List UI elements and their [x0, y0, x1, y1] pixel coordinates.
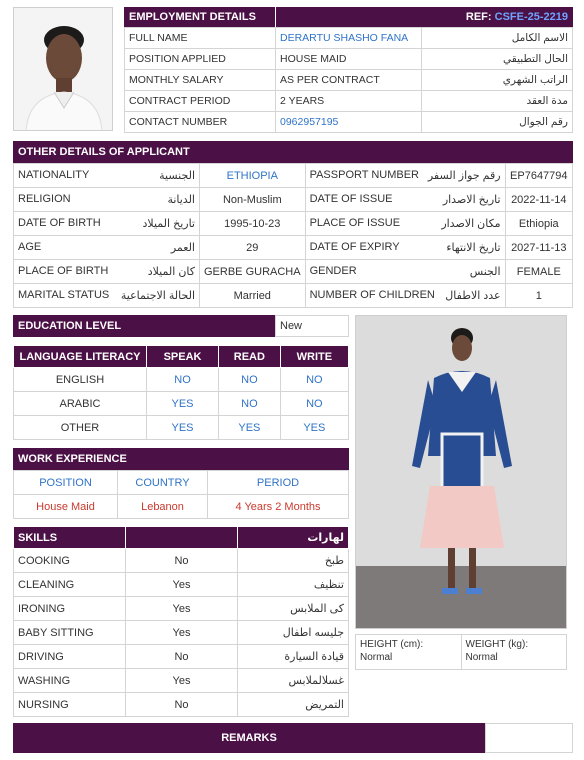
skill-row	[14, 573, 349, 597]
skill-row	[14, 621, 349, 645]
skill-value: Yes	[126, 669, 238, 693]
language-speak: NO	[147, 368, 219, 392]
field-label-ar: الراتب الشهري	[422, 70, 573, 91]
detail-value: 1	[505, 284, 572, 308]
other-details-table	[13, 163, 573, 308]
detail-label-cell	[305, 236, 505, 260]
weight-value: Normal	[465, 652, 498, 663]
detail-label: AGE	[18, 241, 42, 253]
detail-label-ar: الجنس	[469, 266, 501, 278]
detail-label: RELIGION	[18, 193, 71, 205]
detail-label: NATIONALITY	[18, 169, 90, 181]
detail-label-cell	[14, 188, 200, 212]
ref-header	[276, 7, 573, 27]
skill-value: No	[126, 549, 238, 573]
skill-value: Yes	[126, 573, 238, 597]
skill-name: DRIVING	[14, 645, 126, 669]
detail-label-cell	[305, 212, 505, 236]
ref-label: REF:	[465, 11, 492, 23]
passport-photo	[13, 7, 113, 131]
skill-name: IRONING	[14, 597, 126, 621]
ref-value: CSFE-25-2219	[494, 11, 568, 23]
language-speak: YES	[147, 416, 219, 440]
detail-row	[14, 284, 573, 308]
field-label: CONTRACT PERIOD	[125, 91, 276, 112]
field-label: FULL NAME	[125, 28, 276, 49]
employment-row	[125, 49, 573, 70]
language-name: ARABIC	[14, 392, 147, 416]
field-label-ar: رقم الجوال	[422, 112, 573, 133]
detail-label-cell	[14, 284, 200, 308]
full-body-photo	[355, 315, 567, 629]
detail-label-ar: الجنسية	[159, 170, 195, 182]
detail-label-cell	[305, 164, 505, 188]
skills-header	[14, 527, 349, 549]
detail-label: DATE OF ISSUE	[309, 193, 393, 205]
language-row	[14, 392, 349, 416]
employment-table	[124, 27, 573, 133]
detail-label-ar: الحالة الاجتماعية	[120, 290, 195, 302]
work-table	[13, 470, 349, 519]
detail-row	[14, 236, 573, 260]
weight-label: WEIGHT (kg):	[465, 639, 529, 650]
detail-label-cell	[305, 188, 505, 212]
detail-row	[14, 164, 573, 188]
detail-label: PLACE OF ISSUE	[309, 217, 401, 229]
detail-label-ar: مكان الاصدار	[441, 218, 501, 230]
detail-label: PASSPORT NUMBER	[309, 169, 419, 181]
language-write: YES	[280, 416, 348, 440]
field-label-ar: الاسم الكامل	[422, 28, 573, 49]
field-value: 0962957195	[276, 112, 422, 133]
language-read: NO	[219, 368, 281, 392]
education-row	[13, 315, 349, 337]
language-name: OTHER	[14, 416, 147, 440]
skill-row	[14, 597, 349, 621]
employment-row	[125, 112, 573, 133]
detail-value: 2022-11-14	[505, 188, 572, 212]
detail-label-ar: عدد الاطفال	[445, 290, 501, 302]
skill-name-ar: غسلالملابس	[238, 669, 349, 693]
detail-label-cell	[14, 212, 200, 236]
measurements	[355, 634, 567, 670]
skill-value: No	[126, 645, 238, 669]
skill-name-ar: تنظيف	[238, 573, 349, 597]
language-speak: YES	[147, 392, 219, 416]
detail-value: 2027-11-13	[505, 236, 572, 260]
field-value: AS PER CONTRACT	[276, 70, 422, 91]
detail-value: FEMALE	[505, 260, 572, 284]
skill-row	[14, 693, 349, 717]
field-label-ar: الحال التطبيقي	[422, 49, 573, 70]
detail-label: NUMBER OF CHILDREN	[309, 289, 435, 301]
language-row	[14, 368, 349, 392]
skill-name: COOKING	[14, 549, 126, 573]
employment-details	[124, 7, 573, 133]
language-header-cell: WRITE	[280, 346, 348, 368]
detail-label-cell	[14, 236, 200, 260]
remarks-title: REMARKS	[13, 723, 485, 753]
detail-value: 1995-10-23	[200, 212, 306, 236]
work-header-cell: POSITION	[14, 471, 118, 495]
skill-name-ar: قيادة السيارة	[238, 645, 349, 669]
detail-value: ETHIOPIA	[200, 164, 306, 188]
language-read: NO	[219, 392, 281, 416]
detail-label-ar: تاريخ الاصدار	[442, 194, 501, 206]
detail-value: 29	[200, 236, 306, 260]
employment-row	[125, 91, 573, 112]
language-header	[14, 346, 349, 368]
detail-label: DATE OF BIRTH	[18, 217, 101, 229]
language-table	[13, 345, 349, 440]
education-value: New	[275, 315, 349, 337]
employment-row	[125, 70, 573, 91]
detail-value: Ethiopia	[505, 212, 572, 236]
language-header-cell: SPEAK	[147, 346, 219, 368]
language-read: YES	[219, 416, 281, 440]
remarks-bar	[13, 723, 573, 753]
work-period: 4 Years 2 Months	[208, 495, 349, 519]
skills-title-ar: لهارات	[238, 527, 349, 549]
skill-name-ar: طبخ	[238, 549, 349, 573]
height-box	[356, 635, 462, 669]
detail-value: Non-Muslim	[200, 188, 306, 212]
language-row	[14, 416, 349, 440]
field-label-ar: مدة العقد	[422, 91, 573, 112]
skill-name-ar: جليسه اطفال	[238, 621, 349, 645]
work-header-cell: PERIOD	[208, 471, 349, 495]
language-write: NO	[280, 368, 348, 392]
skill-row	[14, 549, 349, 573]
detail-row	[14, 260, 573, 284]
language-header-cell: READ	[219, 346, 281, 368]
work-position: House Maid	[14, 495, 118, 519]
employment-row	[125, 28, 573, 49]
detail-row	[14, 188, 573, 212]
detail-value: EP7647794	[505, 164, 572, 188]
field-value: DERARTU SHASHO FANA	[276, 28, 422, 49]
weight-box	[462, 635, 567, 669]
detail-label-ar: رقم جواز السفر	[427, 170, 501, 182]
skill-name: BABY SITTING	[14, 621, 126, 645]
detail-label-cell	[305, 284, 505, 308]
skill-row	[14, 669, 349, 693]
field-label: CONTACT NUMBER	[125, 112, 276, 133]
language-write: NO	[280, 392, 348, 416]
detail-label-cell	[305, 260, 505, 284]
skill-row	[14, 645, 349, 669]
skill-name: WASHING	[14, 669, 126, 693]
detail-label: MARITAL STATUS	[18, 289, 110, 301]
field-label: MONTHLY SALARY	[125, 70, 276, 91]
remarks-value	[485, 723, 573, 753]
skill-value: Yes	[126, 621, 238, 645]
detail-label-ar: العمر	[170, 242, 195, 254]
skills-header-blank	[126, 527, 238, 549]
language-name: ENGLISH	[14, 368, 147, 392]
work-header	[14, 471, 349, 495]
work-header-cell: COUNTRY	[118, 471, 208, 495]
detail-label-ar: كان الميلاد	[147, 266, 195, 278]
work-country: Lebanon	[118, 495, 208, 519]
height-label: HEIGHT (cm):	[360, 639, 424, 650]
language-header-cell: LANGUAGE LITERACY	[14, 346, 147, 368]
detail-value: Married	[200, 284, 306, 308]
skills-title: SKILLS	[14, 527, 126, 549]
work-title: WORK EXPERIENCE	[13, 448, 349, 470]
detail-row	[14, 212, 573, 236]
skills-table	[13, 526, 349, 717]
detail-label-cell	[14, 260, 200, 284]
detail-label-ar: تاريخ الانتهاء	[446, 242, 501, 254]
skill-name-ar: كى الملابس	[238, 597, 349, 621]
skill-name: NURSING	[14, 693, 126, 717]
detail-label-ar: تاريخ الميلاد	[142, 218, 195, 230]
employment-title: EMPLOYMENT DETAILS	[124, 7, 275, 27]
other-details-title: OTHER DETAILS OF APPLICANT	[13, 141, 573, 163]
detail-label: PLACE OF BIRTH	[18, 265, 109, 277]
detail-label-ar: الديانة	[167, 194, 195, 206]
field-value: HOUSE MAID	[276, 49, 422, 70]
skill-name-ar: التمريض	[238, 693, 349, 717]
field-label: POSITION APPLIED	[125, 49, 276, 70]
skill-name: CLEANING	[14, 573, 126, 597]
education-label: EDUCATION LEVEL	[13, 315, 275, 337]
work-row	[14, 495, 349, 519]
field-value: 2 YEARS	[276, 91, 422, 112]
detail-label: DATE OF EXPIRY	[309, 241, 400, 253]
height-value: Normal	[360, 652, 393, 663]
skill-value: No	[126, 693, 238, 717]
detail-label-cell	[14, 164, 200, 188]
detail-value: GERBE GURACHA	[200, 260, 306, 284]
detail-label: GENDER	[309, 265, 357, 277]
skill-value: Yes	[126, 597, 238, 621]
